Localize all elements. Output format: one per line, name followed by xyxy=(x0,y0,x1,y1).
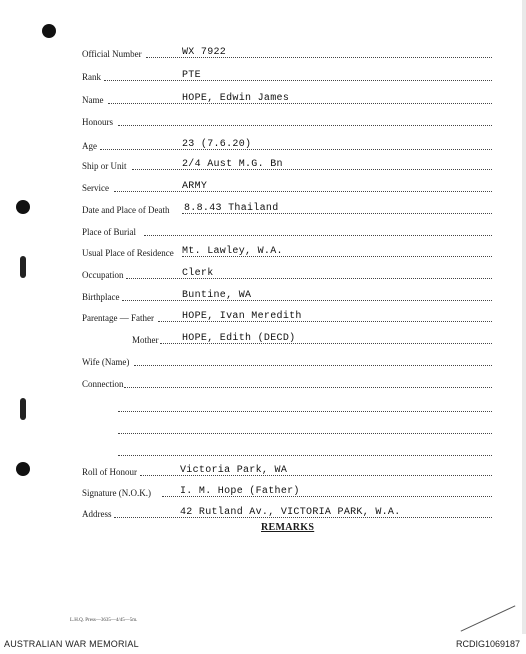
field-value: Buntine, WA xyxy=(182,290,252,301)
field-label: Wife (Name) xyxy=(82,357,130,367)
field-father xyxy=(0,308,526,324)
field-label: Service xyxy=(82,183,109,193)
dotted-line xyxy=(134,365,492,366)
dotted-line xyxy=(118,125,492,126)
punch-hole-top xyxy=(42,24,56,38)
field-label: Roll of Honour xyxy=(82,467,137,477)
field-place-of-burial xyxy=(0,222,526,238)
field-value: HOPE, Edwin James xyxy=(182,93,290,104)
field-label: Parentage — Father xyxy=(82,313,154,323)
field-value: ARMY xyxy=(182,181,208,192)
field-address xyxy=(0,504,526,520)
field-label: Date and Place of Death xyxy=(82,205,170,215)
field-value: Victoria Park, WA xyxy=(180,465,288,476)
field-label: Mother xyxy=(132,335,159,345)
field-value: PTE xyxy=(182,70,201,81)
dotted-line xyxy=(144,235,492,236)
field-label: Ship or Unit xyxy=(82,161,127,171)
field-value: HOPE, Ivan Meredith xyxy=(182,311,302,322)
field-ship-or-unit xyxy=(0,156,526,172)
dotted-line xyxy=(124,387,492,388)
dotted-line xyxy=(104,80,492,81)
field-date-place-of-death xyxy=(0,200,526,216)
dotted-line xyxy=(126,278,492,279)
dotted-line xyxy=(100,149,492,150)
field-mother xyxy=(0,330,526,346)
field-label: Address xyxy=(82,509,112,519)
field-label: Age xyxy=(82,141,97,151)
dotted-line xyxy=(118,411,492,412)
record-id: RCDIG1069187 xyxy=(455,639,520,649)
field-label: Signature (N.O.K.) xyxy=(82,488,151,498)
field-label: Connection xyxy=(82,379,124,389)
page-edge xyxy=(522,0,526,634)
dotted-line xyxy=(114,191,492,192)
dotted-line xyxy=(108,103,492,104)
field-value: I. M. Hope (Father) xyxy=(180,486,300,497)
field-value: 23 (7.6.20) xyxy=(182,139,252,150)
field-label: Birthplace xyxy=(82,292,120,302)
field-label: Place of Burial xyxy=(82,227,136,237)
blank-line xyxy=(0,398,526,414)
field-usual-residence xyxy=(0,243,526,259)
field-value: Mt. Lawley, W.A. xyxy=(182,246,283,257)
dotted-line xyxy=(122,300,492,301)
field-value: 42 Rutland Av., VICTORIA PARK, W.A. xyxy=(180,507,401,518)
dotted-line xyxy=(118,433,492,434)
blank-line xyxy=(0,420,526,436)
field-age xyxy=(0,136,526,152)
field-value: 2/4 Aust M.G. Bn xyxy=(182,159,283,170)
remarks-heading: REMARKS xyxy=(261,522,315,533)
field-label: Occupation xyxy=(82,270,124,280)
field-birthplace xyxy=(0,287,526,303)
field-connection xyxy=(0,374,526,390)
field-label: Name xyxy=(82,95,104,105)
field-rank xyxy=(0,67,526,83)
field-value: Clerk xyxy=(182,268,214,279)
archive-name: AUSTRALIAN WAR MEMORIAL xyxy=(4,639,139,649)
blank-line xyxy=(0,442,526,458)
field-label: Usual Place of Residence xyxy=(82,248,174,258)
field-name xyxy=(0,90,526,106)
field-official-number xyxy=(0,44,526,60)
archive-footer xyxy=(0,634,526,654)
dotted-line xyxy=(118,455,492,456)
field-label: Rank xyxy=(82,72,101,82)
field-honours xyxy=(0,112,526,128)
field-value: WX 7922 xyxy=(182,47,227,58)
printer-imprint: L.H.Q. Press—3635—4/45—5m. xyxy=(70,618,138,623)
field-label: Honours xyxy=(82,117,113,127)
field-occupation xyxy=(0,265,526,281)
pen-stroke xyxy=(461,605,516,631)
field-service xyxy=(0,178,526,194)
field-wife xyxy=(0,352,526,368)
field-value: HOPE, Edith (DECD) xyxy=(182,333,296,344)
field-label: Official Number xyxy=(82,49,142,59)
field-value: 8.8.43 Thailand xyxy=(184,203,279,214)
field-signature xyxy=(0,483,526,499)
field-roll-of-honour xyxy=(0,462,526,478)
